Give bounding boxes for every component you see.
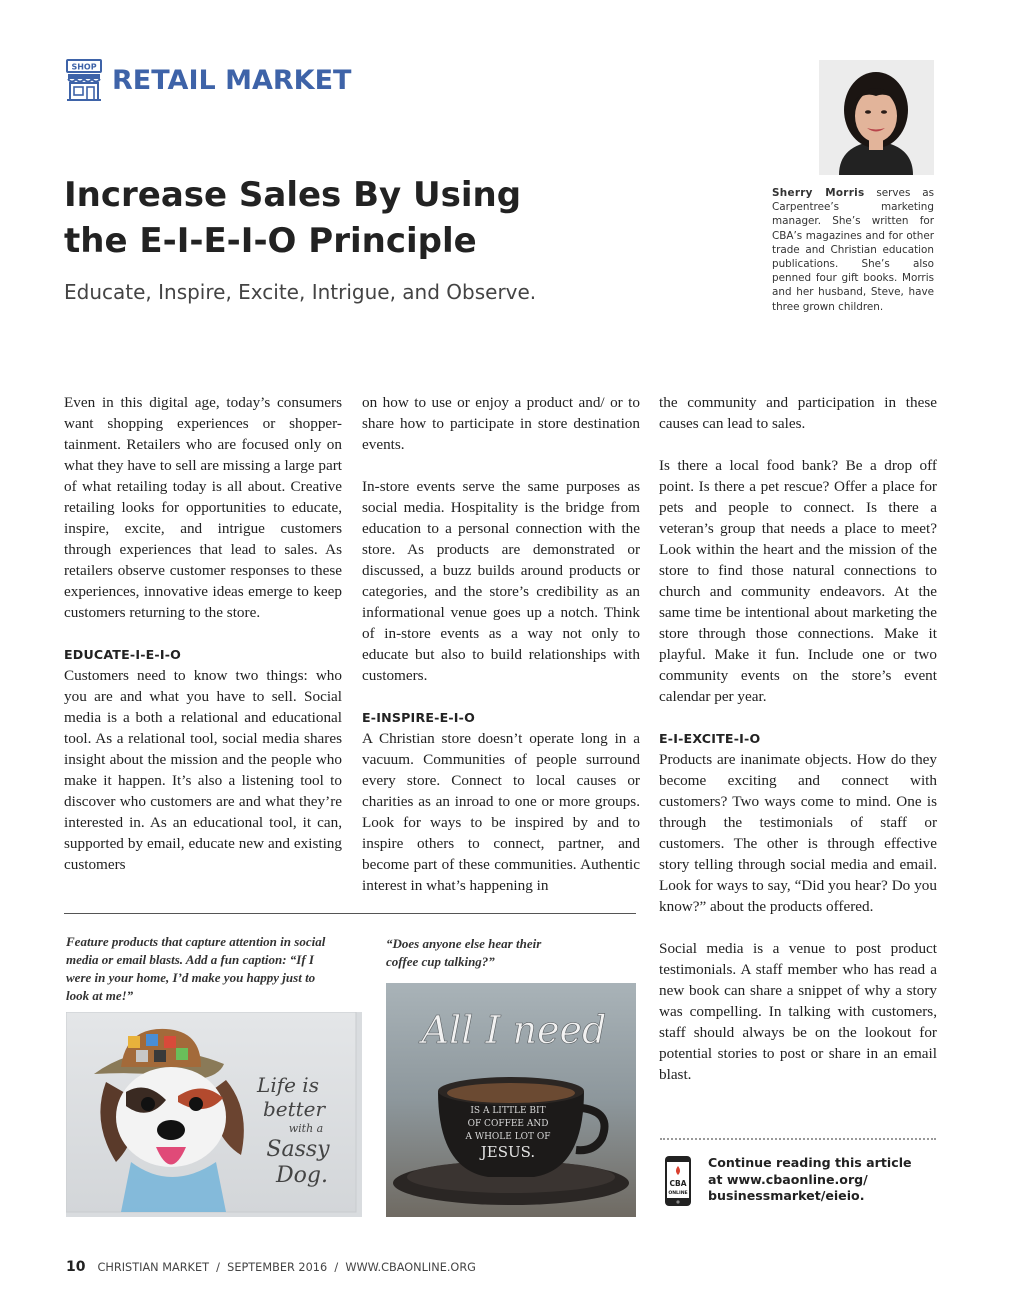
- page-number: 10: [66, 1259, 86, 1275]
- author-bio: [772, 186, 934, 314]
- col2-paragraph-1: on how to use or enjoy a product and/ or to share how to participate in store destination events.: [362, 394, 640, 453]
- dotted-divider: [660, 1138, 936, 1140]
- author-portrait-icon: [819, 60, 934, 175]
- section-header: [66, 58, 351, 102]
- dog-art-line-5: Dog.: [276, 1163, 328, 1188]
- col1-paragraph-1: Even in this digital age, today’s consumers want shopping experiences or shopper-tainment. Retailers who are focused only on what they have to sell are missing a large part of what retailing today is all about. Creative retailing looks for opportunities to educate, inspire, excite, and intrigue customers through experiences that lead to sales. As retailers observe customer responses to these experiences, innovative ideas emerge to keep customers returning to the store.: [64, 394, 342, 621]
- dog-art-line-2: better: [262, 1097, 326, 1121]
- subhead-excite: E-I-EXCITE-I-O: [659, 731, 761, 746]
- shop-badge: SHOP: [71, 62, 97, 72]
- subhead-educate: EDUCATE-I-E-I-O: [64, 647, 182, 662]
- author-name: Sherry Morris: [772, 187, 865, 199]
- dog-art-line-3: with a: [288, 1122, 324, 1135]
- coffee-script-text: All I need: [421, 1008, 607, 1052]
- author-photo: [819, 60, 934, 175]
- dog-canvas-image: [66, 1012, 362, 1217]
- cup-text-line-3: A WHOLE LOT OF: [465, 1132, 551, 1142]
- page-footer: [66, 1259, 476, 1275]
- article-dek: Educate, Inspire, Excite, Intrigue, and Observe.: [64, 280, 537, 304]
- column-1: [64, 392, 342, 875]
- col3-paragraph-1: the community and participation in these causes can lead to sales.: [659, 394, 937, 432]
- col3-paragraph-2: Is there a local food bank? Be a drop off point. Is there a pet rescue? Offer a place for pets and people to connect. Is there a veteran’s group that needs a place to meet? Look within the heart and the mission of the store to find those natural connections to church and community endeavors. At the same time be intentional about marketing the store through those connections. Make it playful. Make it fun. Include one or two community events on the store’s event calendar per year.: [659, 457, 937, 705]
- headline-line-2: the E-I-E-I-O Principle: [64, 221, 477, 261]
- continue-line-1: Continue reading this article: [708, 1155, 912, 1170]
- coffee-cup-image: [386, 983, 636, 1217]
- headline-line-1: Increase Sales By Using: [64, 175, 522, 215]
- col1-paragraph-2: Customers need to know two things: who you are and what you have to sell. Social media is a both a relational and educational tool. As a relational tool, social media shares insight about the mission and the people who make it happen. It’s also a listening tool to discover who customers are and what they’re interested in. As an educational tool, it can, supported by email, educate new and existing customers: [64, 667, 342, 873]
- dog-art-line-1: Life is: [257, 1073, 319, 1097]
- continue-line-3: businessmarket/eieio.: [708, 1188, 865, 1203]
- cup-text-line-4: JESUS.: [480, 1143, 536, 1161]
- phone-icon: [664, 1155, 692, 1207]
- column-3: [659, 392, 937, 1085]
- author-bio-text: serves as Carpentree’s marketing manager. She’s written for CBA’s magazines and for other trade and Christian education publications. She’s also penned four gift books. Morris and her husband, Steve, have three grown children.: [772, 187, 934, 313]
- cba-logo-top: CBA: [669, 1179, 687, 1188]
- caption-dog-art: Feature products that capture attention in social media or email blasts. Add a fun caption: “If I were in your home, I’d make you happy just to look at me!”: [66, 934, 326, 1003]
- column-2: [362, 392, 640, 896]
- footer-text: CHRISTIAN MARKET / SEPTEMBER 2016 / WWW.CBAONLINE.ORG: [97, 1261, 476, 1274]
- cup-text-line-1: IS A LITTLE BIT: [470, 1106, 546, 1116]
- divider-rule: [64, 913, 636, 914]
- article-headline: [64, 172, 664, 264]
- section-title: RETAIL MARKET: [112, 64, 352, 96]
- col3-paragraph-4: Social media is a venue to post product testimonials. A staff member who has read a new book can share a snippet of why a story was compelling. In talking with customers, staff should always be on the lookout for potential stories to post or share in an email blast.: [659, 940, 937, 1083]
- subhead-inspire: E-INSPIRE-E-I-O: [362, 710, 476, 725]
- cup-text-line-2: OF COFFEE AND: [467, 1119, 549, 1129]
- shop-icon: [66, 58, 102, 102]
- continue-reading: [708, 1155, 936, 1205]
- col2-paragraph-2: In-store events serve the same purposes as social media. Hospitality is the bridge from education to a personal connection with the store. As products are demonstrated or discussed, a buzz builds around products or categories, and the store’s credibility as an informational venue goes up a notch. Think of in-store events as a way not only to educate but also to build relationships with customers.: [362, 478, 640, 684]
- col2-paragraph-3: A Christian store doesn’t operate long in a vacuum. Communities of people surround every store. Connect to local causes or charities as an inroad to one or more groups. Look for ways to be inspired by and to inspire others to connect, partner, and become part of these communities. Authentic interest in what’s happening in: [362, 730, 640, 894]
- caption-coffee-cup: “Does anyone else hear their coffee cup talking?”: [386, 936, 542, 969]
- col3-paragraph-3: Products are inanimate objects. How do they become exciting and connect with customers? Two ways come to mind. One is through the testimonials of staff or customers. The other is through effective story telling through social media and email. Look for ways to say, “Did you hear? Do you know?” about the products offered.: [659, 751, 937, 915]
- cba-logo-bottom: ONLINE: [668, 1191, 688, 1196]
- dog-art-line-4: Sassy: [266, 1137, 330, 1162]
- continue-line-2: at www.cbaonline.org/: [708, 1171, 868, 1187]
